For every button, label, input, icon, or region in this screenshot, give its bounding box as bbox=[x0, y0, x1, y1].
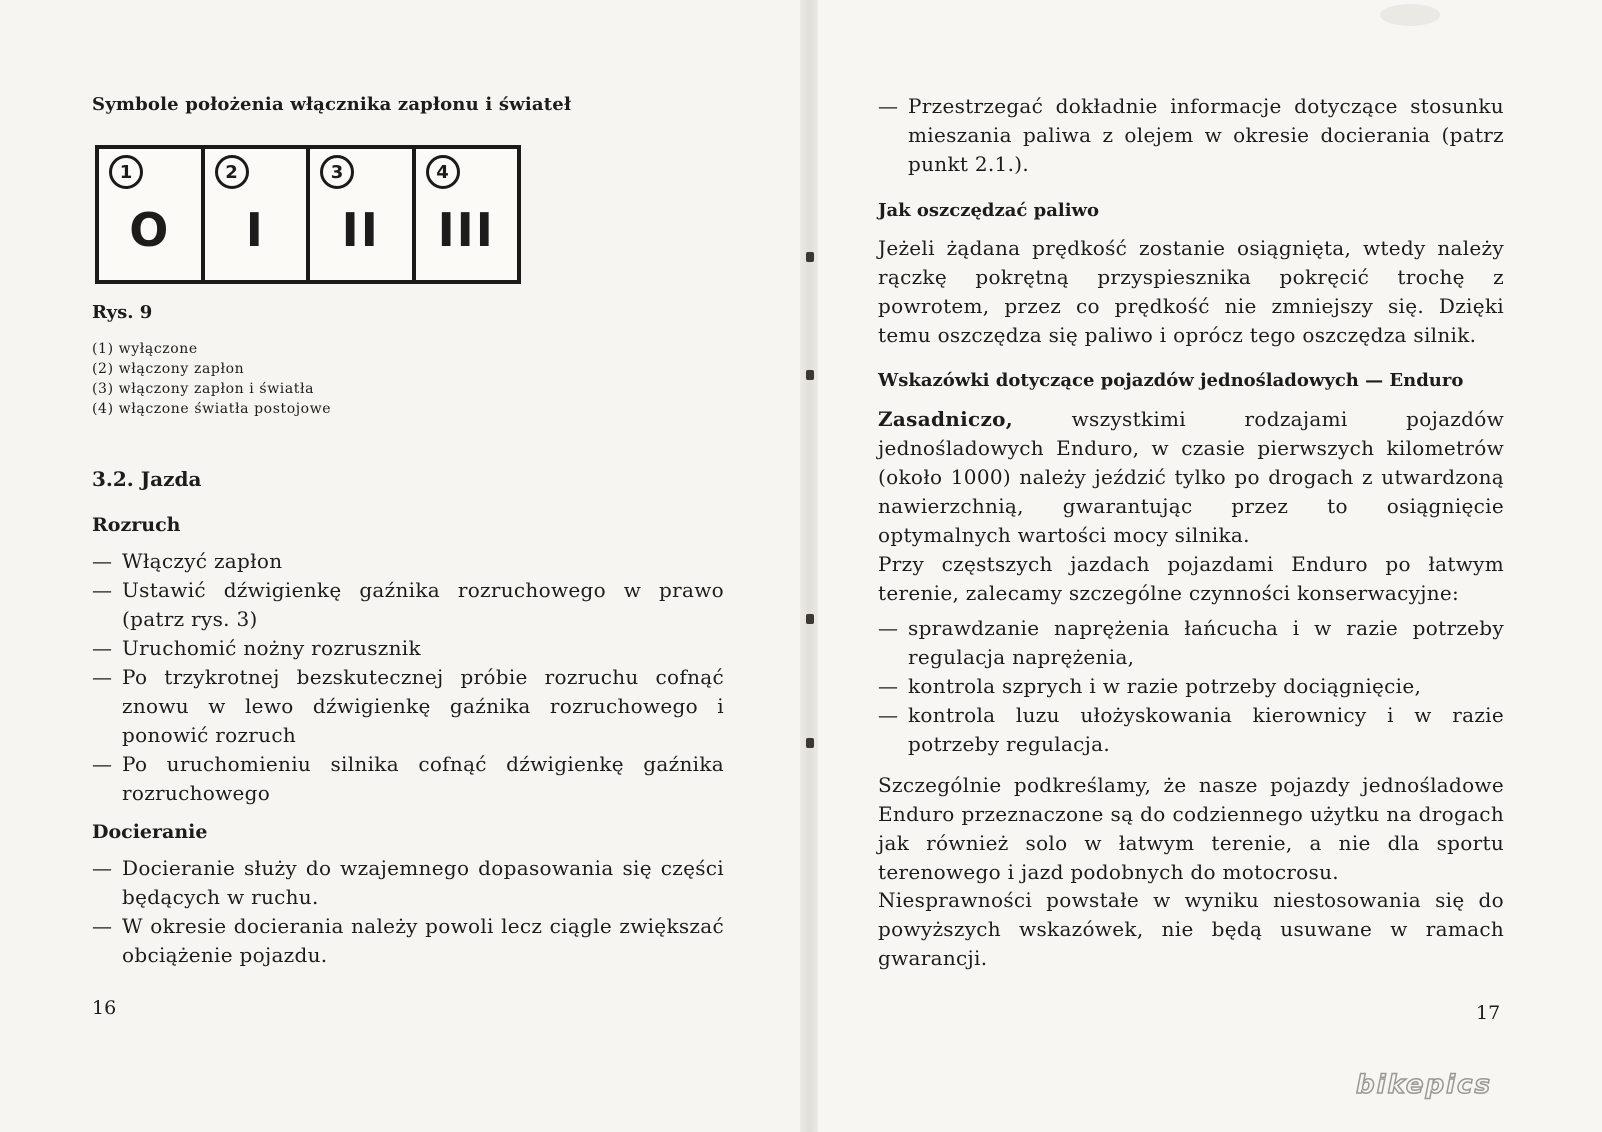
list-item: — Docieranie służy do wzajemnego dopasowania się części będących w ruchu. bbox=[92, 856, 724, 909]
enduro-paragraph-2: Przy częstszych jazdach pojazdami Enduro po łatwym terenie, zalecamy szczególne czynności konserwacyjne: bbox=[878, 552, 1504, 605]
symbol-cell bbox=[99, 149, 205, 280]
dash-marker: — bbox=[92, 752, 113, 776]
dash-marker: — bbox=[92, 665, 113, 689]
page-number-left: 16 bbox=[92, 997, 117, 1019]
book-spine bbox=[800, 0, 818, 1132]
symbol-cell bbox=[416, 149, 518, 280]
position-symbol: III bbox=[437, 203, 495, 257]
watermark-logo: bikepics bbox=[1356, 1070, 1492, 1100]
list-item: — kontrola szprych i w razie potrzeby dociągnięcie, bbox=[878, 672, 1504, 701]
staple-hole bbox=[806, 614, 814, 624]
dash-marker: — bbox=[878, 674, 899, 698]
list-item: — Uruchomić nożny rozrusznik bbox=[92, 634, 724, 663]
start-heading: Rozruch bbox=[92, 514, 181, 536]
paper-stain bbox=[1380, 4, 1440, 26]
emphasis-paragraph: Szczególnie podkreślamy, że nasze pojazdy jednośladowe Enduro przeznaczone są do codziennego użytku na drogach jak również solo w łatwym terenie, a nie dla sportu terenowego i jazd podobnych do motocrosu. bbox=[878, 773, 1504, 884]
fuel-heading: Jak oszczędzać paliwo bbox=[878, 200, 1100, 221]
list-item: — Po trzykrotnej bezskutecznej próbie rozruchu cofnąć znowu w lewo dźwigienkę gaźnika rozruchowego i ponowić rozruch bbox=[92, 665, 724, 747]
warranty-paragraph: Niesprawności powstałe w wyniku niestosowania się do powyższych wskazówek, nie będą usuwane w ramach gwarancji. bbox=[878, 888, 1504, 970]
position-symbol: I bbox=[245, 203, 265, 257]
start-steps-list bbox=[92, 547, 724, 808]
legend-item: (2) włączony zapłon bbox=[92, 361, 245, 377]
list-item: — sprawdzanie naprężenia łańcucha i w razie potrzeby regulacja naprężenia, bbox=[878, 616, 1504, 669]
legend-item: (4) włączone światła postojowe bbox=[92, 401, 332, 417]
continued-item: — Przestrzegać dokładnie informacje dotyczące stosunku mieszania paliwa z olejem w okresie docierania (patrz punkt 2.1.). bbox=[878, 94, 1504, 176]
figure-legend bbox=[92, 339, 331, 419]
break-in-list bbox=[92, 854, 724, 970]
list-item: — W okresie docierania należy powoli lecz ciągle zwiększać obciążenie pojazdu. bbox=[92, 914, 724, 967]
position-number: 2 bbox=[215, 155, 249, 189]
legend-item: (3) włączony zapłon i światła bbox=[92, 381, 315, 397]
staple-hole bbox=[806, 370, 814, 380]
symbol-cell bbox=[310, 149, 416, 280]
dash-marker: — bbox=[92, 914, 113, 938]
ignition-symbols-figure bbox=[95, 145, 521, 284]
position-number: 4 bbox=[426, 155, 460, 189]
dash-marker: — bbox=[92, 856, 113, 880]
page-number-right: 17 bbox=[1476, 1002, 1501, 1024]
position-number: 1 bbox=[109, 155, 143, 189]
list-item: — Po uruchomieniu silnika cofnąć dźwigienkę gaźnika rozruchowego bbox=[92, 752, 724, 805]
list-item: — Włączyć zapłon bbox=[92, 547, 724, 576]
lead-bold-word: Zasadniczo, bbox=[878, 407, 1014, 431]
dash-marker: — bbox=[878, 703, 899, 727]
figure-caption: Rys. 9 bbox=[92, 302, 153, 323]
dash-marker: — bbox=[92, 636, 113, 660]
symbols-title: Symbole położenia włącznika zapłonu i świateł bbox=[92, 94, 572, 115]
dash-marker: — bbox=[878, 616, 899, 640]
enduro-heading: Wskazówki dotyczące pojazdów jednośladowych — Enduro bbox=[878, 370, 1464, 391]
maintenance-list bbox=[878, 614, 1504, 759]
staple-hole bbox=[806, 252, 814, 262]
position-symbol: II bbox=[341, 203, 380, 257]
break-in-heading: Docieranie bbox=[92, 821, 208, 843]
legend-item: (1) wyłączone bbox=[92, 341, 198, 357]
section-title: 3.2. Jazda bbox=[92, 467, 202, 491]
symbol-cell bbox=[205, 149, 311, 280]
list-item: — kontrola luzu ułożyskowania kierownicy i w razie potrzeby regulacja. bbox=[878, 703, 1504, 756]
position-number: 3 bbox=[320, 155, 354, 189]
enduro-paragraph: Zasadniczo, wszystkimi rodzajami pojazdów jednośladowych Enduro, w czasie pierwszych kilometrów (około 1000) należy jeździć tylko po drogach z utwardzoną nawierzchnią, gwarantując przez to osiągnięcie optymalnych wartości mocy silnika. bbox=[878, 407, 1504, 547]
fuel-paragraph: Jeżeli żądana prędkość zostanie osiągnięta, wtedy należy rączkę pokrętną przyspiesznika pokręcić trochę z powrotem, przez co prędkość nie zmniejszy się. Dzięki temu oszczędza się paliwo i oprócz tego oszczędza silnik. bbox=[878, 236, 1504, 347]
dash-marker: — bbox=[878, 94, 899, 118]
dash-marker: — bbox=[92, 578, 113, 602]
position-symbol: O bbox=[129, 203, 171, 257]
dash-marker: — bbox=[92, 549, 113, 573]
staple-hole bbox=[806, 738, 814, 748]
list-item: — Ustawić dźwigienkę gaźnika rozruchowego w prawo (patrz rys. 3) bbox=[92, 578, 724, 631]
